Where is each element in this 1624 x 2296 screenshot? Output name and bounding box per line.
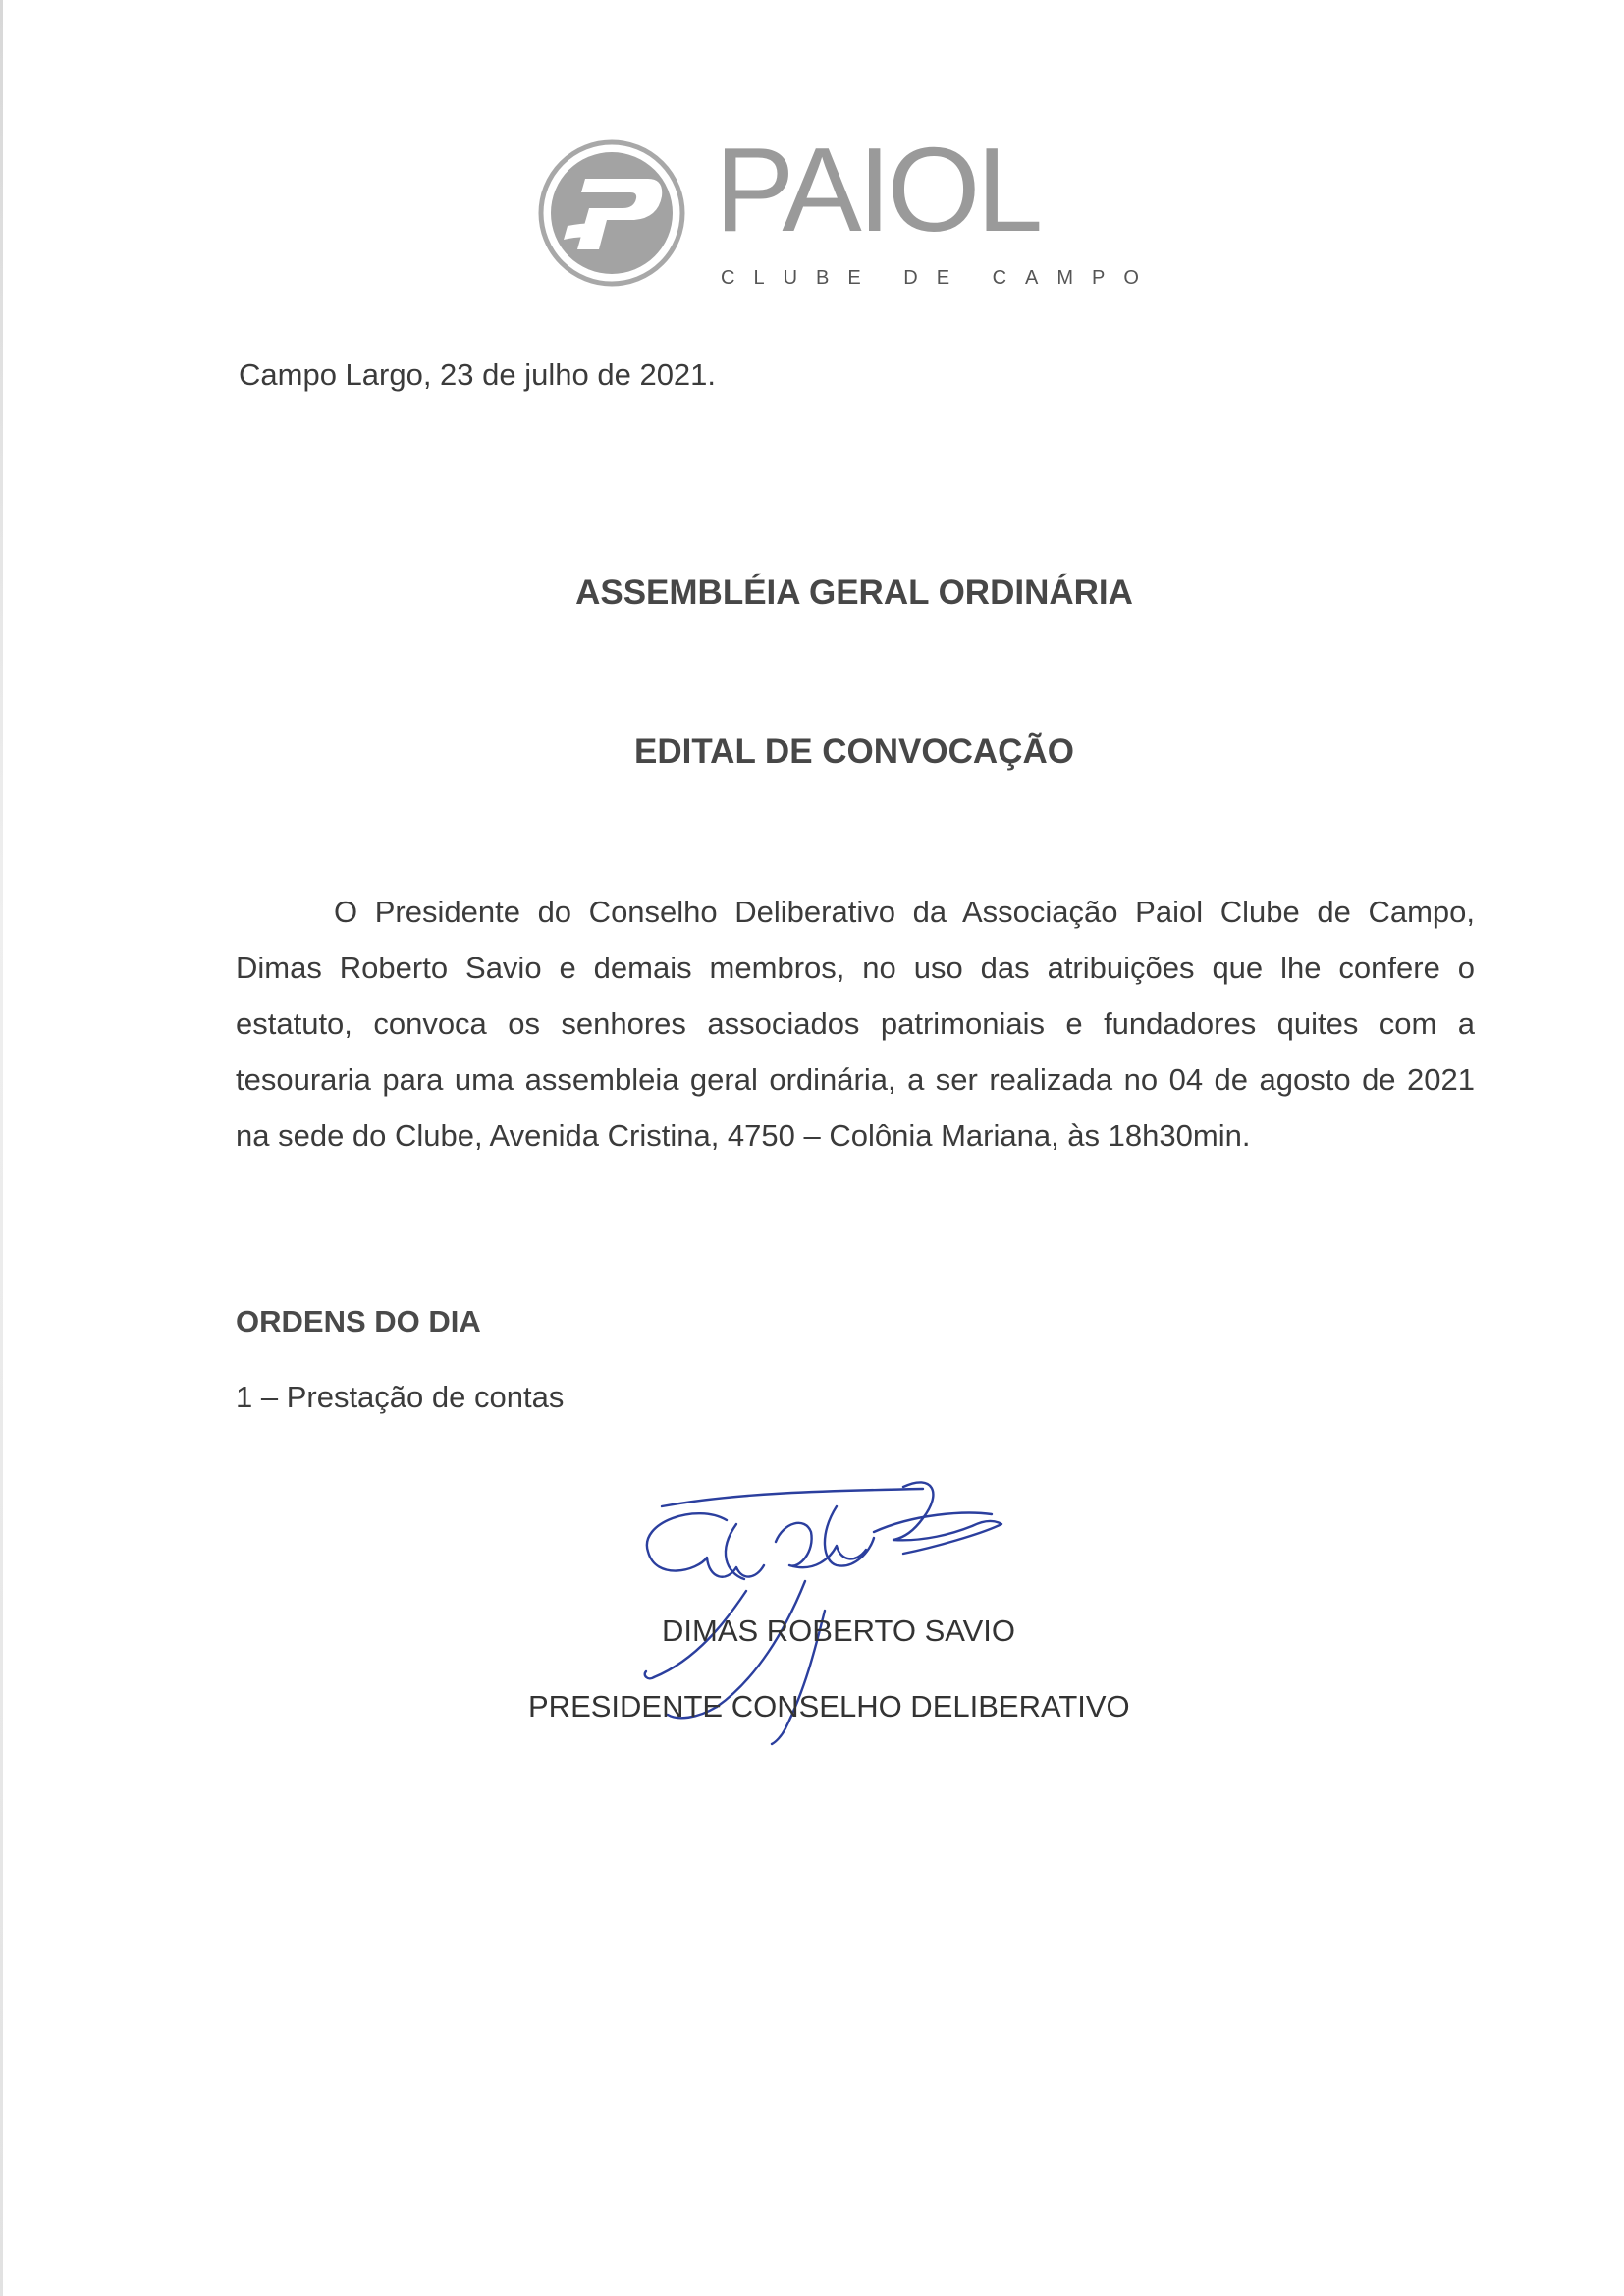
agenda-item: 1 – Prestação de contas [236,1380,565,1414]
signatory-role: PRESIDENTE CONSELHO DELIBERATIVO [528,1689,1130,1723]
document-title: ASSEMBLÉIA GERAL ORDINÁRIA [575,574,1133,612]
club-logo [538,123,1158,302]
agenda-heading: ORDENS DO DIA [236,1304,481,1339]
paiol-emblem-icon [538,139,685,287]
logo-subtitle: CLUBE DE CAMPO [721,267,1158,289]
scan-edge [0,0,3,2296]
body-paragraph: O Presidente do Conselho Deliberativo da Associação Paiol Clube de Campo, Dimas Roberto Savio e demais membros, no uso das atribuições que lhe confere o estatuto, convoca os senhores associados patrimoniais e fundadores quites com a tesouraria para uma assembleia geral ordinária, a ser realizada no 04 de agosto de 2021 na sede do Clube, Avenida Cristina, 4750 – Colônia Mariana, às 18h30min. [236,895,1475,1153]
date-line: Campo Largo, 23 de julho de 2021. [239,357,717,392]
logo-wordmark: PAIOL [715,123,1040,256]
signatory-name: DIMAS ROBERTO SAVIO [662,1613,1016,1648]
document-subtitle: EDITAL DE CONVOCAÇÃO [634,733,1074,771]
